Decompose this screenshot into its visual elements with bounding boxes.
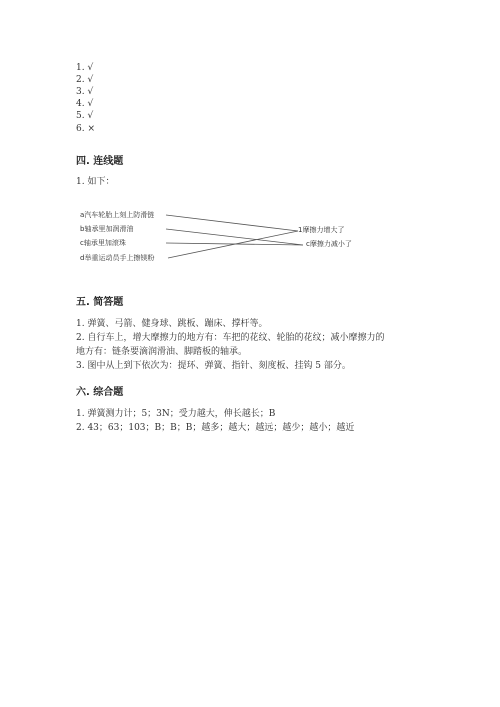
section-5-line-2: 2. 自行车上，增大摩擦力的地方有：车把的花纹、轮胎的花纹；减小摩擦力的	[76, 333, 385, 343]
match-line-a	[166, 215, 298, 231]
answer-line-1: 1. √	[76, 63, 94, 73]
section-5-line-4: 3. 图中从上到下依次为：提环、弹簧、指针、刻度板、挂钩 5 部分。	[76, 361, 351, 371]
answer-line-2: 2. √	[76, 75, 94, 85]
match-left-c: c轴承里加滚珠	[80, 239, 126, 247]
match-right-2: c摩擦力减小了	[306, 240, 352, 248]
answer-line-3: 3. √	[76, 87, 94, 97]
match-left-d: d举重运动员手上擦镁粉	[80, 254, 155, 262]
answer-line-5: 5. √	[76, 111, 94, 121]
match-line-b	[166, 229, 303, 245]
section-5-body	[76, 317, 426, 373]
match-left-a: a汽车轮胎上刻上防滑链	[80, 211, 155, 219]
section-5-title: 五. 简答题	[76, 297, 124, 308]
match-left-b: b轴承里加润滑油	[80, 225, 134, 233]
section-5-line-3: 地方有：链条要滴润滑油、脚踏板的轴承。	[76, 347, 248, 357]
answer-line-4: 4. √	[76, 99, 94, 109]
match-right-1: 1摩擦力增大了	[298, 226, 345, 234]
section-6-title: 六. 综合题	[76, 387, 124, 398]
answer-line-6: 6. ×	[76, 124, 95, 134]
section-4-title: 四. 连线题	[76, 156, 124, 167]
section-6-body	[76, 407, 426, 435]
section-5-line-1: 1. 弹簧、弓箭、健身球、跳板、蹦床、撑杆等。	[76, 319, 268, 329]
section-6-line-2: 2. 43；63；103；B；B；B；越多；越大；越远；越少；越小；越近	[76, 423, 355, 433]
section-6-line-1: 1. 弹簧测力计；5；3N；受力越大，伸长越长；B	[76, 409, 276, 419]
section-4-intro: 1. 如下：	[76, 177, 115, 187]
